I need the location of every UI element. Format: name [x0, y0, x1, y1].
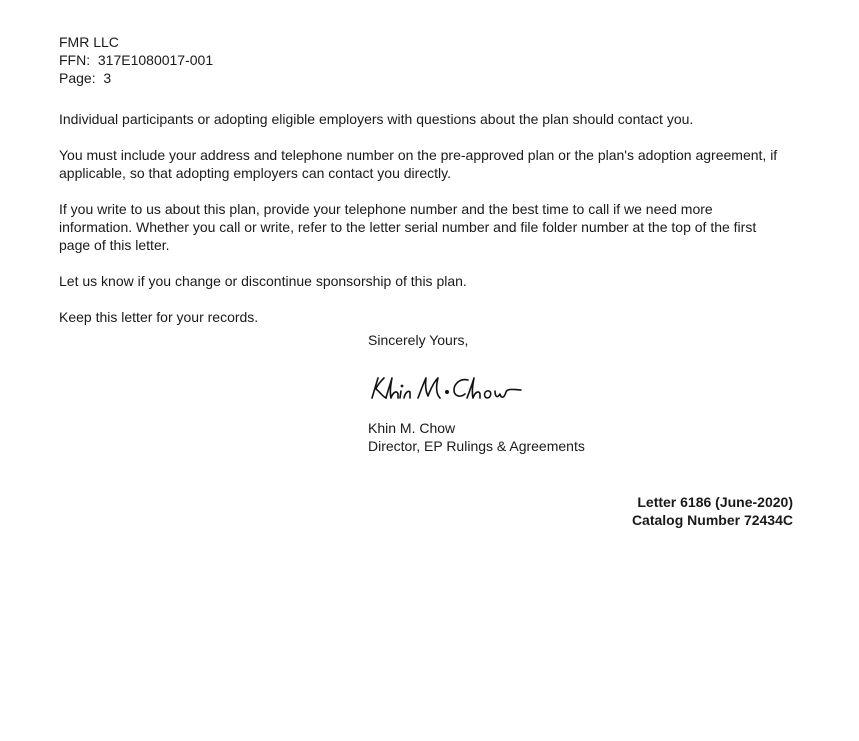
company-name: FMR LLC — [59, 34, 119, 50]
paragraph-records: Keep this letter for your records. — [59, 309, 259, 325]
paragraph-address: You must include your address and telephone number on the pre-approved plan or the plan's adoption agreement, if applicable, so that adopting employers can contact you directly. — [59, 147, 778, 181]
closing-salutation: Sincerely Yours, — [368, 332, 469, 348]
letter-body — [59, 110, 779, 344]
paragraph-contact: Individual participants or adopting eligible employers with questions about the plan should contact you. — [59, 111, 694, 127]
letter-number: Letter 6186 (June-2020) — [637, 494, 793, 510]
paragraph-sponsorship: Let us know if you change or discontinue sponsorship of this plan. — [59, 273, 467, 289]
ffn-number: FFN: 317E1080017-001 — [59, 52, 214, 68]
catalog-number: Catalog Number 72434C — [631, 512, 793, 528]
signer-block — [368, 419, 585, 455]
paragraph-write: If you write to us about this plan, provide your telephone number and the best time to call if we need more information. Whether you call or write, refer to the letter serial number and file folder number at the top of the first page of this letter. — [59, 201, 757, 253]
letter-header — [59, 33, 213, 87]
letter-footer — [632, 493, 793, 529]
signer-name: Khin M. Chow — [368, 420, 456, 436]
page-number: Page: 3 — [59, 70, 112, 86]
handwritten-signature — [366, 372, 531, 406]
signer-title: Director, EP Rulings & Agreements — [368, 438, 585, 454]
